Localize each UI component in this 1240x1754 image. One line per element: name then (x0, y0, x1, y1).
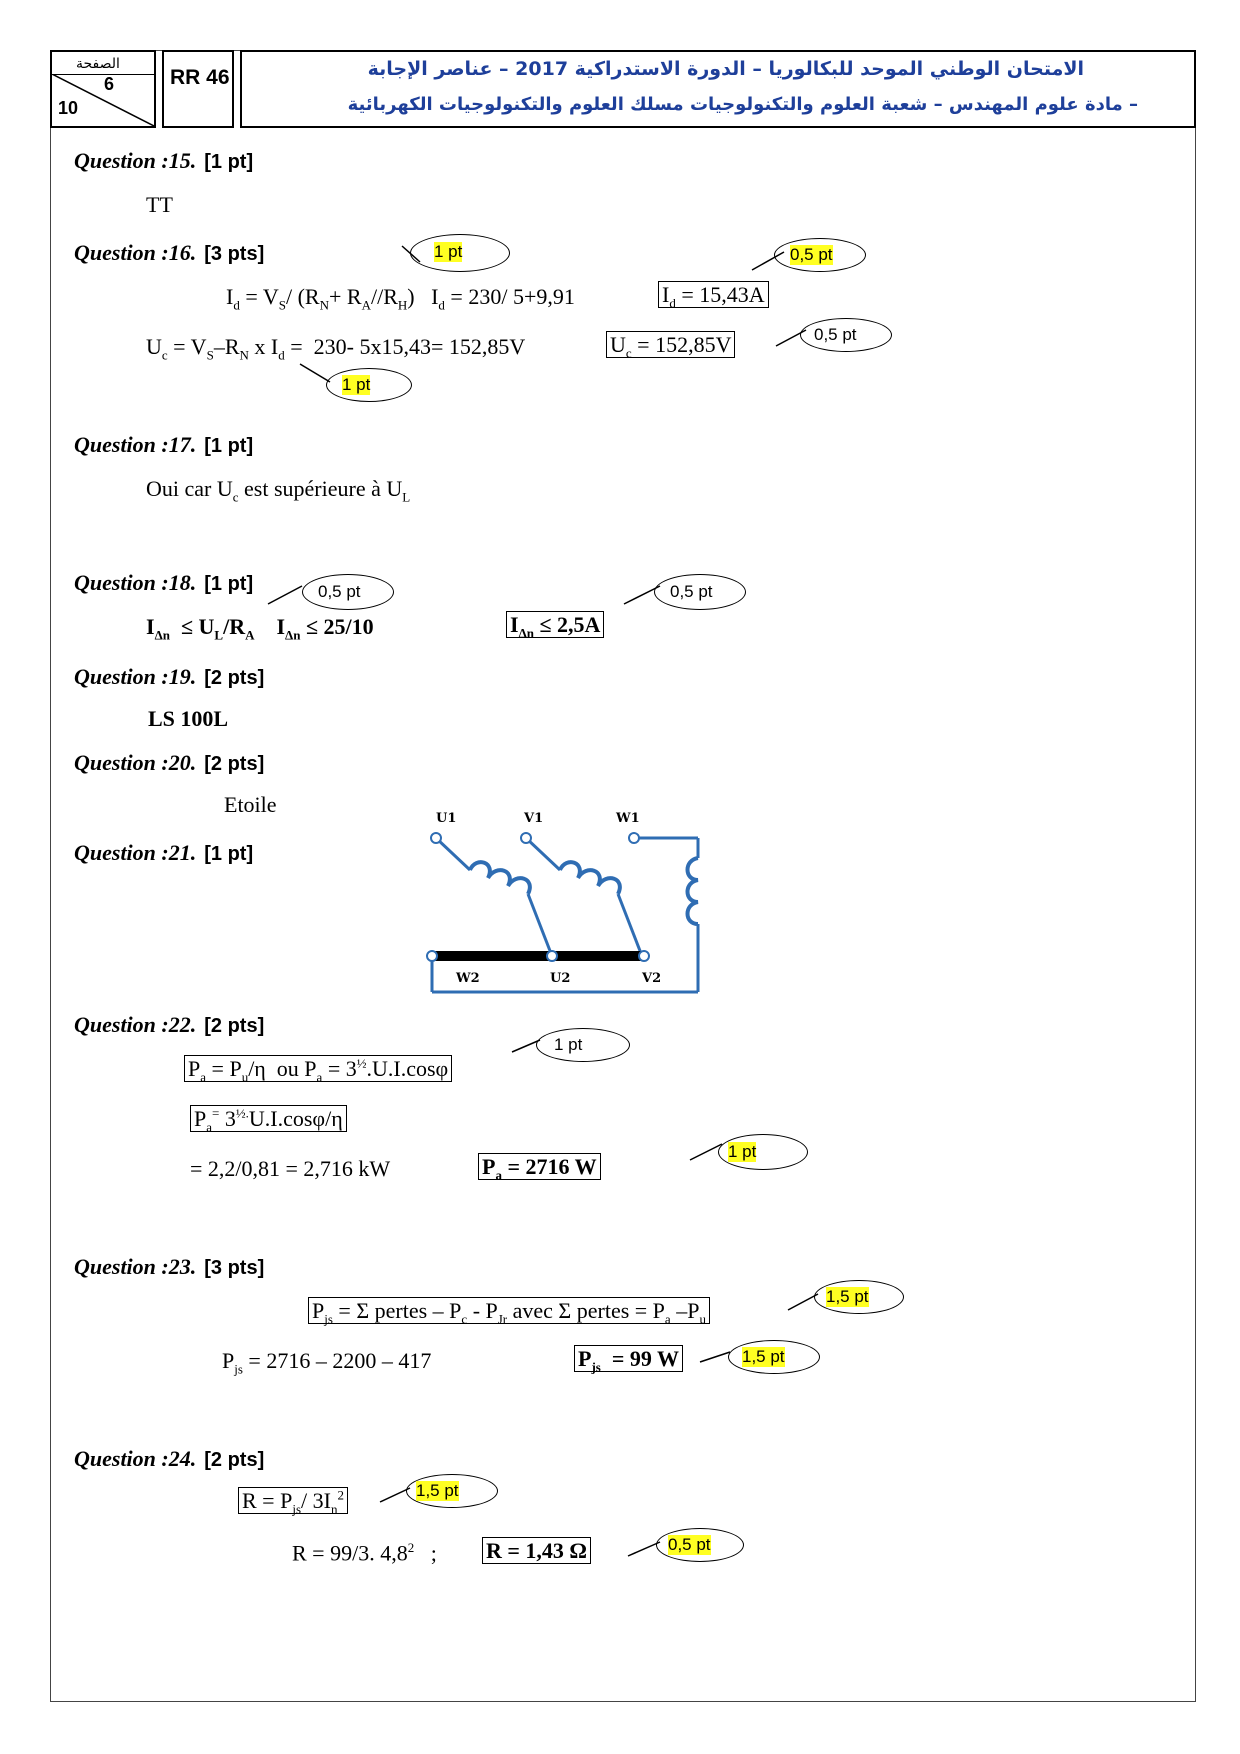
answer-24-calc: R = 99/3. $4,8^2$ ; (292, 1540, 437, 1566)
page-total: 10 (58, 98, 79, 118)
terminal-v1: V1 (524, 811, 544, 826)
answer-17: Oui car $U_c$ est supérieure à $U_L$ (146, 476, 411, 505)
answer-24-formula: $R = P_{js}/$ $3I_n^2$ (238, 1488, 348, 1518)
question-22: Question :22. [2 pts] (74, 1012, 265, 1037)
terminal-w2: W2 (456, 971, 480, 986)
question-15: Question :15. [1 pt] (74, 148, 254, 173)
terminal-v2: V2 (642, 971, 662, 986)
question-20: Question :20. [2 pts] (74, 750, 265, 775)
question-23: Question :23. [3 pts] (74, 1254, 265, 1279)
answer-23-calc: $P_{js} = 2716 - 2200 - 417$ (222, 1348, 432, 1377)
answer-22-result: $P_a = 2716$ W (478, 1154, 601, 1183)
answer-22-formula2: $P_a^=$ $3^{\frac{1}{2}.}U.I.\cos\varphi/\eta$ (190, 1106, 347, 1136)
question-21: Question :21. [1 pt] (74, 840, 254, 865)
answer-16-formula: $I_d = V_S/$ $(R_N+ R_A//R_H) I_d = 230/$ 5+9,91 (226, 284, 575, 313)
answer-22-formula1: $P_a = P_u/\eta$ ou $P_a = 3^{\frac{1}{2}}.U.I.\cos\varphi$ (184, 1056, 452, 1086)
answer-20: Etoile (224, 792, 277, 817)
page-number: 6 (104, 74, 115, 94)
answer-24-result: R = 1,43 Ω (482, 1538, 591, 1564)
answer-23-formula: $P_{js} = \Sigma$ pertes – $P_c - P_{Jr}$ avec Σ pertes = $P_a$ $-P_u$ (308, 1298, 710, 1327)
question-24: Question :24. [2 pts] (74, 1446, 265, 1471)
header-title-line2: – مادة علوم المهندس – شعبة العلوم والتكنولوجيات مسلك العلوم والتكنولوجيات الكهربائية (347, 94, 1138, 115)
answer-18-result: $I_{\Delta n} \le 2,5A$ (506, 612, 604, 641)
question-19: Question :19. [2 pts] (74, 664, 265, 689)
question-17: Question :17. [1 pt] (74, 432, 254, 457)
terminal-u1: U1 (436, 811, 457, 826)
answer-16-id-result: $I_d = 15,43A$ (658, 282, 769, 311)
header-title-line1: الامتحان الوطني الموحد للبكالوريا – الدورة الاستدراكية 2017 – عناصر الإجابة (367, 58, 1084, 80)
answer-16-uc-calc: $U_c = V_S-R_N$ x $I_d = 230-$ 5x15,43= 152,85V (146, 334, 526, 363)
answer-18-ineq: $I_{\Delta n} \le U_L/R_A$ $I_{\Delta n} \le 25/10$ (146, 614, 374, 643)
answer-16-uc-result: $U_c = 152,85V$ (606, 332, 735, 361)
answer-23-result: $P_{js} = 99$ W (574, 1346, 683, 1375)
question-16: Question :16. [3 pts] (74, 240, 265, 265)
exam-code: RR 46 (162, 50, 234, 128)
terminal-u2: U2 (550, 971, 571, 986)
answer-15: TT (146, 192, 173, 217)
terminal-w1: W1 (616, 811, 640, 826)
page-label: الصفحة (76, 56, 120, 72)
question-18: Question :18. [1 pt] (74, 570, 254, 595)
answer-22-calc: = 2,2/0,81 = 2,716 kW (190, 1156, 391, 1181)
answer-19: LS 100L (148, 706, 229, 731)
